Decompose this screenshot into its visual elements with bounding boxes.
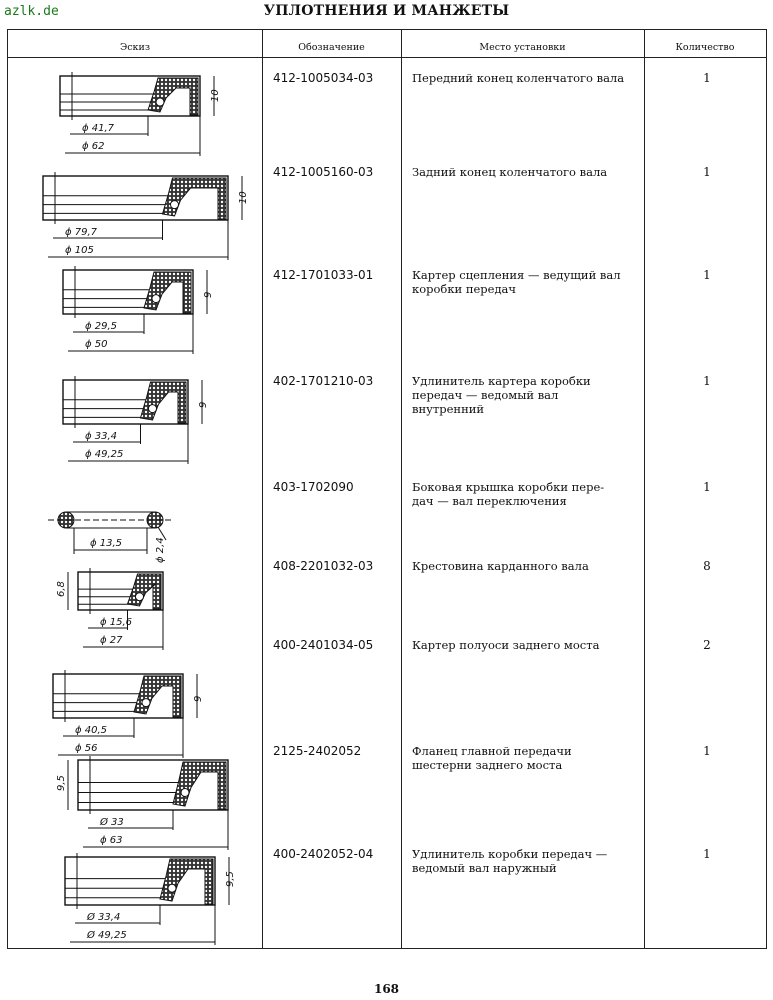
install-location [412,847,648,875]
install-location-line: Крестовина карданного вала [412,559,589,573]
part-code: 403-1702090 [273,480,354,494]
quantity: 1 [703,374,711,388]
dim-inner: ϕ 40,5 [75,725,108,736]
dim-inner: ϕ 15,6 [100,617,133,628]
dim-outer: ϕ 56 [75,743,98,754]
install-location-line: Удлинитель коробки передач — [412,847,608,861]
page-title: УПЛОТНЕНИЯ И МАНЖЕТЫ [263,3,510,19]
seal-sketch [8,164,262,274]
seal-sketch [8,560,262,670]
spring-ring [171,201,179,209]
spring-ring [181,789,189,797]
dim-inner: ϕ 29,5 [85,321,118,332]
part-code: 412-1005160-03 [273,165,374,179]
seal-profile [144,272,191,313]
part-code: 2125-2402052 [273,744,362,758]
install-location-line: коробки передач [412,282,517,296]
sketch-cell [8,560,262,674]
install-location-line: Боковая крышка коробки пере- [412,480,605,494]
dim-height: 9,5 [225,871,236,887]
column-divider [262,30,263,948]
page-number: 168 [373,982,400,996]
header-qty: Количество [675,42,735,53]
spring-ring [136,593,144,601]
quantity: 1 [703,847,711,861]
install-location [412,559,648,573]
header-sketch: Эскиз [119,42,151,53]
install-location-line: Задний конец коленчатого вала [412,165,608,179]
install-location-line: Картер сцепления — ведущий вал [412,268,621,282]
dim-inner: ϕ 13,5 [90,538,123,549]
install-location [412,268,648,296]
seal-profile [148,78,198,115]
sketch-cell [8,370,262,484]
dim-outer: ϕ 49,25 [85,449,124,460]
seal-sketch [8,370,262,480]
sketch-cell [8,260,262,374]
quantity: 8 [703,559,711,573]
install-location-line: Удлинитель картера коробки [412,374,591,388]
dim-outer: ϕ 63 [100,835,123,846]
spring-ring [152,295,160,303]
dim-inner: ϕ 41,7 [82,123,115,134]
sketch-cell [8,66,262,180]
seal-profile [128,574,162,609]
part-code: 412-1005034-03 [273,71,374,85]
quantity: 1 [703,268,711,282]
install-location [412,480,648,508]
dim-inner: Ø 33,4 [87,912,121,923]
dim-outer: ϕ 62 [82,141,105,152]
seal-profile [163,178,227,219]
dim-inner: ϕ 79,7 [65,227,98,238]
header-code: Обозначение [298,42,365,53]
dim-outer: ϕ 105 [65,245,94,256]
install-location-line: внутренний [412,402,485,416]
quantity: 2 [703,638,711,652]
quantity: 1 [703,480,711,494]
quantity: 1 [703,744,711,758]
seals-table [7,29,767,949]
seal-sketch [8,845,262,955]
spring-ring [149,405,157,413]
dim-height: 9,5 [56,775,67,791]
dim-height: 10 [210,89,221,102]
install-location-line: Картер полуоси заднего моста [412,638,600,652]
install-location [412,638,648,652]
header-place: Место установки [479,42,566,53]
seal-profile [134,676,181,717]
dim-section: ϕ 2,4 [155,537,166,563]
install-location [412,165,648,179]
dim-height: 9 [198,401,209,408]
spring-ring [156,98,164,106]
seal-sketch [8,260,262,370]
install-location-line: Фланец главной передачи [412,744,572,758]
spring-ring [142,699,150,707]
quantity: 1 [703,165,711,179]
install-location-line: ведомый вал наружный [412,861,557,875]
install-location [412,71,648,85]
part-code: 408-2201032-03 [273,559,374,573]
seal-profile [141,382,187,423]
part-code: 402-1701210-03 [273,374,374,388]
install-location-line: Передний конец коленчатого вала [412,71,625,85]
dim-inner: Ø 33 [100,817,124,828]
dim-outer: ϕ 27 [100,635,123,646]
dim-inner: ϕ 33,4 [85,431,118,442]
part-code: 412-1701033-01 [273,268,374,282]
dim-height: 6,8 [56,581,67,597]
install-location [412,744,648,772]
install-location [412,374,648,416]
site-watermark: azlk.de [4,4,59,19]
part-code: 400-2402052-04 [273,847,374,861]
dim-outer: Ø 49,25 [87,930,127,941]
install-location-line: дач — вал переключения [412,494,567,508]
install-location-line: передач — ведомый вал [412,388,559,402]
dim-outer: ϕ 50 [85,339,108,350]
dim-height: 10 [238,191,249,204]
spring-ring [168,884,176,892]
seal-profile [160,859,213,904]
seal-sketch [8,750,262,860]
dim-height: 9 [203,291,214,298]
part-code: 400-2401034-05 [273,638,374,652]
table-header [8,30,766,58]
dim-height: 9 [193,695,204,702]
quantity: 1 [703,71,711,85]
seal-profile [173,762,226,809]
sketch-cell [8,845,262,959]
seal-sketch [8,66,262,176]
column-divider [401,30,402,948]
install-location-line: шестерни заднего моста [412,758,563,772]
